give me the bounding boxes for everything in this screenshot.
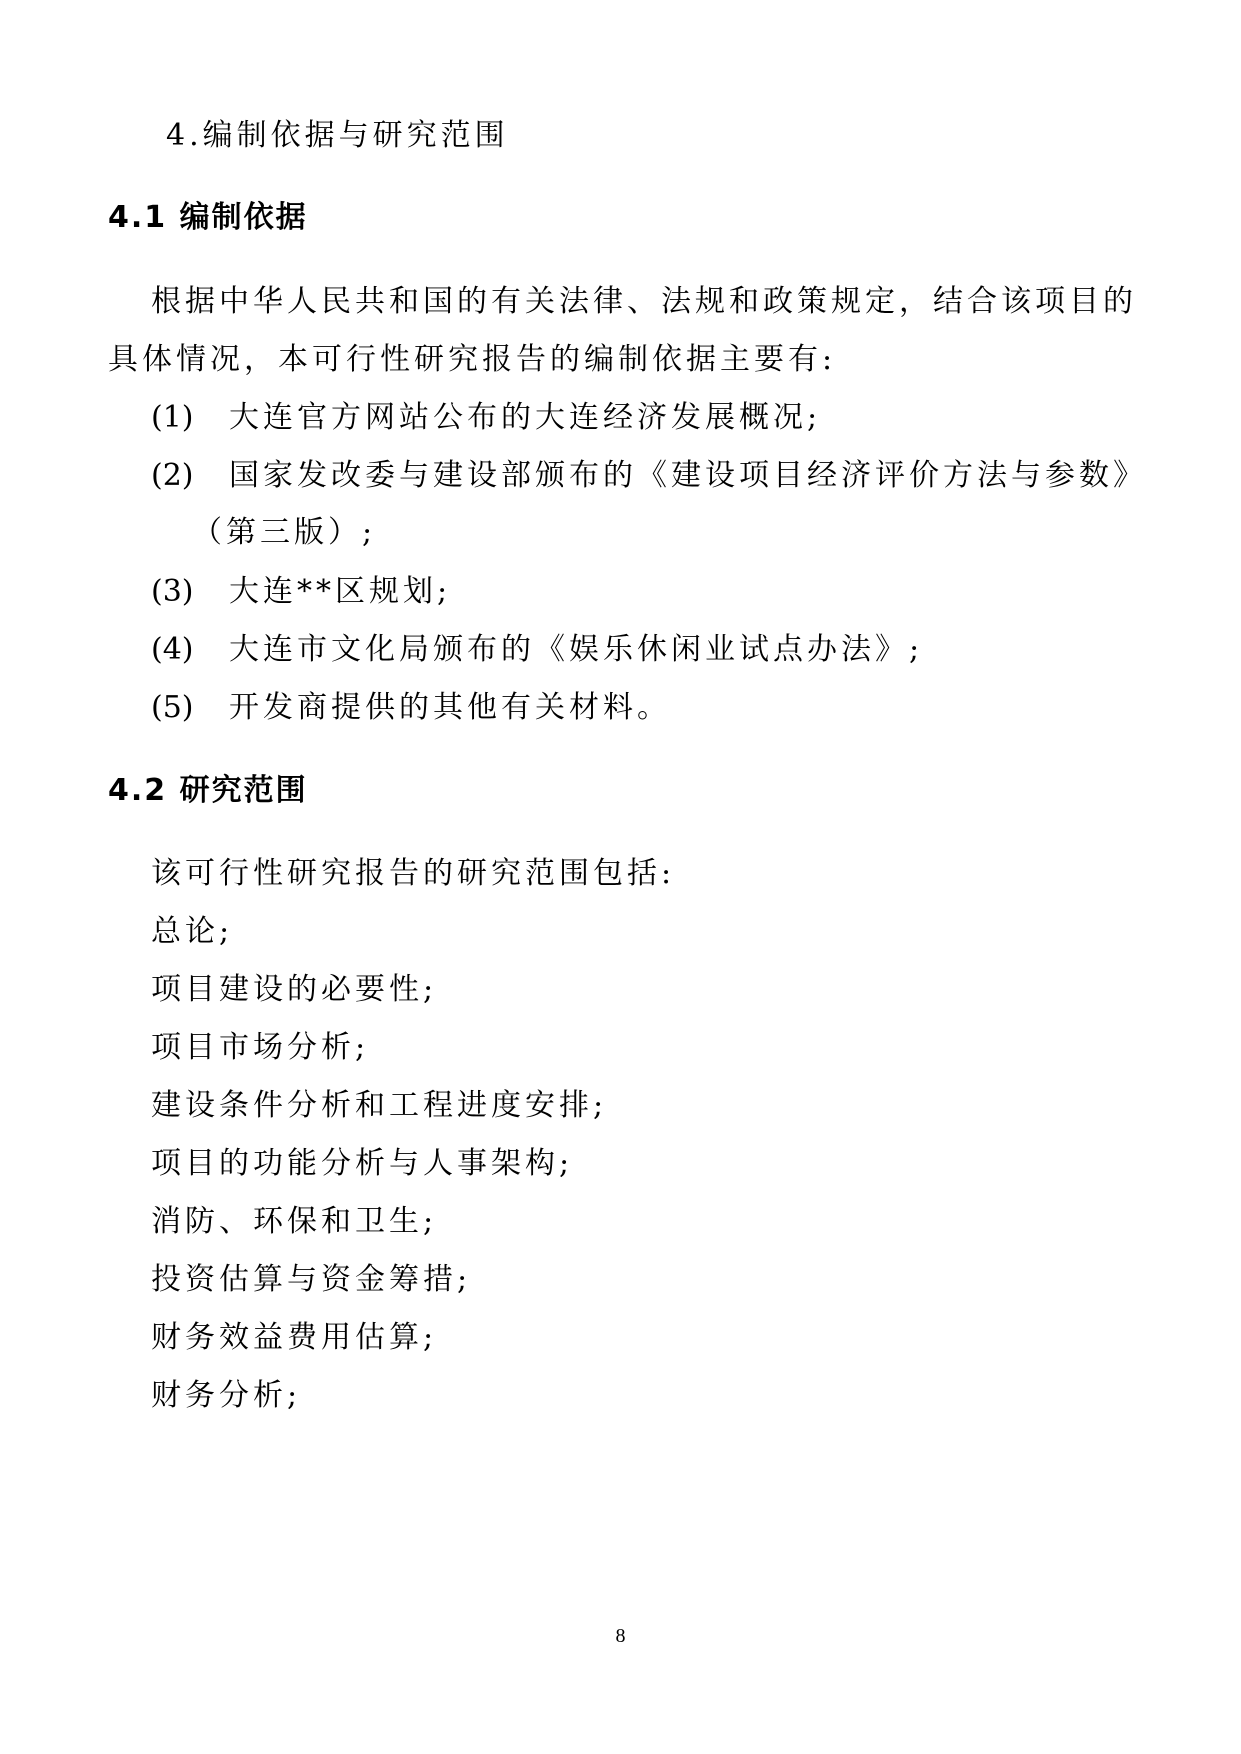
basis-list-item <box>151 630 923 670</box>
scope-list-item: 投资估算与资金筹措; <box>151 1262 472 1297</box>
list-item-number: (4) <box>151 632 194 667</box>
list-item-text: 大连官方网站公布的大连经济发展概况; <box>229 400 822 435</box>
scope-list-item: 项目市场分析; <box>151 1030 370 1065</box>
basis-list-item-continuation: （第三版）; <box>192 515 377 550</box>
section-heading-basis: 4.1 编制依据 <box>108 200 308 235</box>
scope-list-item: 项目的功能分析与人事架构; <box>151 1146 574 1181</box>
page-number: 8 <box>615 1625 626 1647</box>
scope-list-item: 财务效益费用估算; <box>151 1320 438 1355</box>
list-item-number: (3) <box>151 574 194 609</box>
chapter-title: 4.编制依据与研究范围 <box>166 118 509 153</box>
list-item-number: (5) <box>151 690 194 725</box>
section-heading-scope: 4.2 研究范围 <box>108 773 308 808</box>
basis-list-item <box>151 572 451 612</box>
basis-intro-line-2: 具体情况，本可行性研究报告的编制依据主要有: <box>108 342 837 377</box>
basis-list-item <box>151 398 821 438</box>
basis-intro-line-1: 根据中华人民共和国的有关法律、法规和政策规定，结合该项目的 <box>151 284 1137 319</box>
scope-list-item: 消防、环保和卫生; <box>151 1204 438 1239</box>
list-item-text: 大连市文化局颁布的《娱乐休闲业试点办法》; <box>229 632 924 667</box>
list-item-text: 大连**区规划; <box>229 574 452 609</box>
list-item-number: (1) <box>151 400 194 435</box>
scope-list-item: 总论; <box>151 914 234 949</box>
list-item-text: 国家发改委与建设部颁布的《建设项目经济评价方法与参数》 <box>229 458 1147 493</box>
list-item-text: 开发商提供的其他有关材料。 <box>229 690 671 725</box>
scope-intro: 该可行性研究报告的研究范围包括: <box>151 856 676 891</box>
scope-list-item: 建设条件分析和工程进度安排; <box>151 1088 608 1123</box>
basis-list-item <box>151 456 1147 496</box>
scope-list-item: 财务分析; <box>151 1378 302 1413</box>
list-item-number: (2) <box>151 458 194 493</box>
basis-list-item <box>151 688 671 728</box>
scope-list-item: 项目建设的必要性; <box>151 972 438 1007</box>
